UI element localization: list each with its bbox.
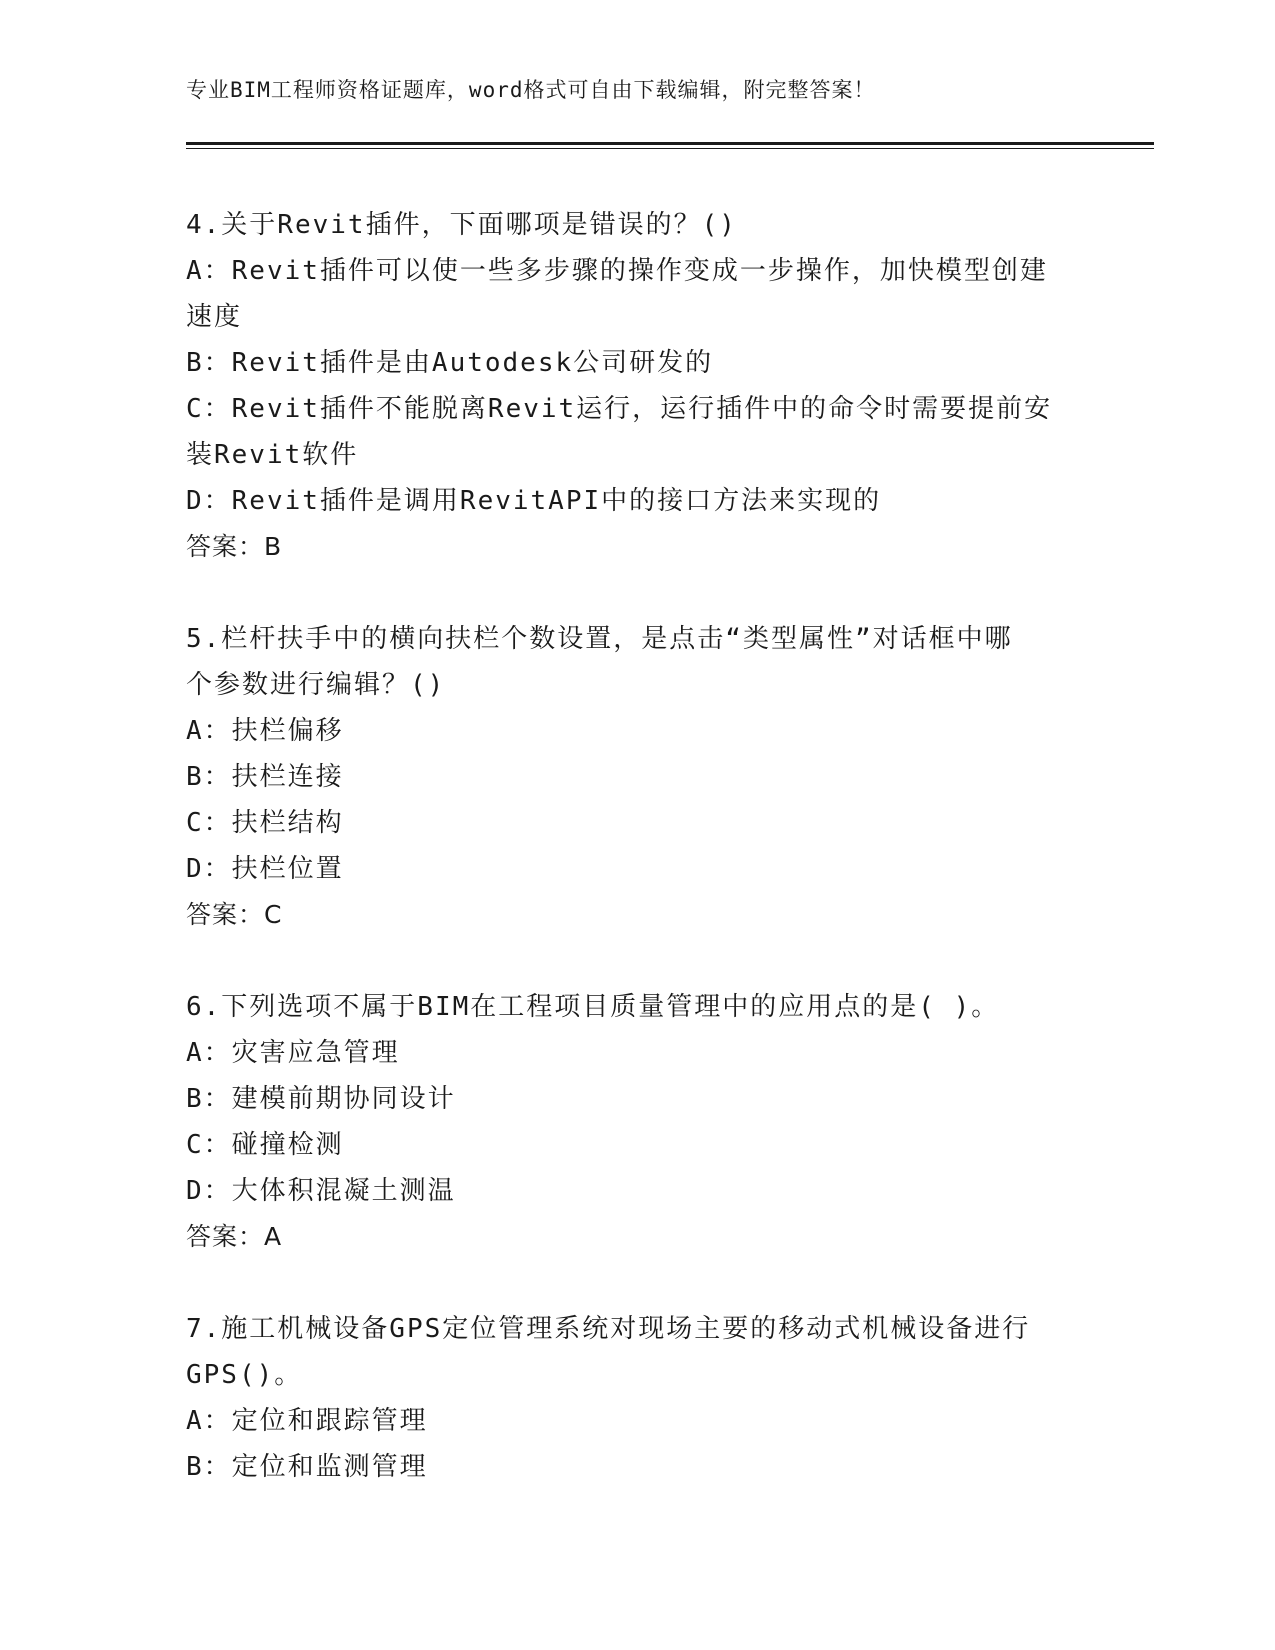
option-a: A：扶栏偏移 (186, 716, 344, 746)
option-a: A：定位和跟踪管理 (186, 1406, 428, 1436)
header-divider (186, 142, 1154, 149)
option-c: C：扶栏结构 (186, 808, 344, 838)
question-6 (186, 984, 1086, 1260)
answer: 答案：B (186, 532, 283, 561)
option-a-continuation: 速度 (186, 302, 243, 332)
answer: 答案：A (186, 1222, 283, 1251)
option-b: B：扶栏连接 (186, 762, 344, 792)
option-b: B：Revit插件是由Autodesk公司研发的 (186, 348, 714, 378)
question-4 (186, 202, 1086, 570)
option-b: B：建模前期协同设计 (186, 1084, 456, 1114)
option-c: C：Revit插件不能脱离Revit运行，运行插件中的命令时需要提前安 (186, 394, 1053, 424)
option-c: C：碰撞检测 (186, 1130, 344, 1160)
question-stem: 6.下列选项不属于BIM在工程项目质量管理中的应用点的是( )。 (186, 992, 1000, 1022)
option-b: B：定位和监测管理 (186, 1452, 428, 1482)
option-d: D：扶栏位置 (186, 854, 344, 884)
option-d: D：Revit插件是调用RevitAPI中的接口方法来实现的 (186, 486, 882, 516)
question-list (186, 202, 1086, 1536)
question-stem: 5.栏杆扶手中的横向扶栏个数设置，是点击“类型属性”对话框中哪 (186, 624, 1013, 654)
option-c-continuation: 装Revit软件 (186, 440, 359, 470)
question-stem: 4.关于Revit插件，下面哪项是错误的？() (186, 210, 737, 240)
question-5 (186, 616, 1086, 938)
question-stem-continuation: GPS()。 (186, 1360, 303, 1390)
page-header-text: 专业BIM工程师资格证题库，word格式可自由下载编辑，附完整答案！ (186, 78, 876, 102)
question-stem: 7.施工机械设备GPS定位管理系统对现场主要的移动式机械设备进行 (186, 1314, 1031, 1344)
option-a: A：灾害应急管理 (186, 1038, 400, 1068)
question-stem-continuation: 个参数进行编辑？() (186, 670, 446, 700)
answer: 答案：C (186, 900, 283, 929)
option-a: A：Revit插件可以使一些多步骤的操作变成一步操作，加快模型创建 (186, 256, 1048, 286)
question-7 (186, 1306, 1086, 1490)
option-d: D：大体积混凝土测温 (186, 1176, 456, 1206)
